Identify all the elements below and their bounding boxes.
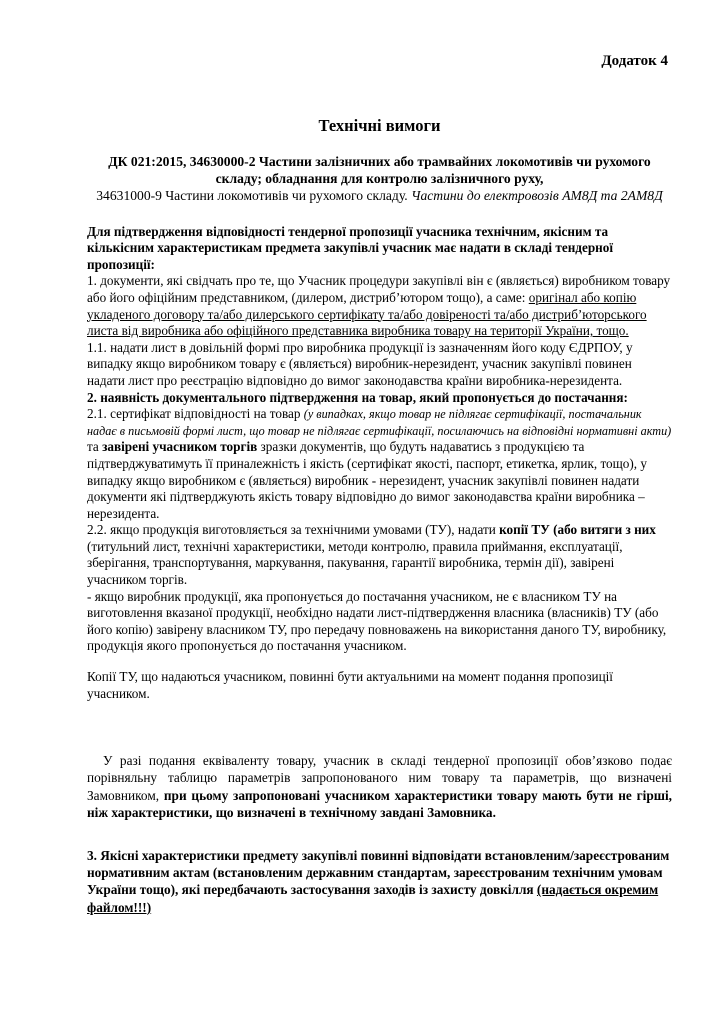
item-2-2 bbox=[87, 522, 672, 588]
item-3-underlined: (надається окремим файлом!!!) bbox=[87, 882, 659, 915]
item-2-1 bbox=[87, 406, 672, 522]
item-3-text: 3. Якісні характеристики предмету закупівлі повинні відповідати встановленим/зареєстрованим нормативним актам (встановленим державним стандартам, зареєстрованим технічним умовам України тощо), які передбачають застосування заходів із захисту довкілля bbox=[87, 848, 670, 898]
cpv-code-line-2 bbox=[87, 187, 672, 204]
item-2-2-bold: копії ТУ (або витяги з них bbox=[499, 522, 656, 538]
copies-paragraph: Копії ТУ, що надаються учасником, повинні бути актуальними на момент подання пропозиції учасником. bbox=[87, 669, 613, 701]
document-title: Технічні вимоги bbox=[318, 116, 441, 135]
intro-paragraph: Для підтвердження відповідності тендерної пропозиції учасника технічним, якісним та кількісним характеристикам предмета закупівлі учасник має надати в складі тендерної пропозиції: bbox=[87, 223, 614, 272]
item-3 bbox=[87, 847, 672, 916]
cpv-code-line-2-italic: Частини до електровозів АМ8Д та 2АМ8Д bbox=[411, 188, 663, 204]
item-2-1-italic: (у випадках, якщо товар не підлягає сертифікації, постачальник надає в письмовій формі лист, що товар не підлягає сертифікації, посилаючись на відповідні нормативні акти) bbox=[87, 407, 672, 438]
equivalent-bold: при цьому запропоновані учасником характеристики товару мають бути не гірші, ніж характеристики, що визначені в технічному завдані Замовника. bbox=[87, 787, 672, 820]
item-2-2-text-b: (титульний лист, технічні характеристики, методи контролю, правила приймання, експлуатації, зберігання, транспортування, маркування, пакування, гарантії виробника, термін дії), завірені учасником торгів. bbox=[87, 538, 623, 588]
item-2-2-text-a: 2.2. якщо продукція виготовляється за технічними умовами (ТУ), надати bbox=[87, 522, 500, 538]
item-2: 2. наявність документального підтвердження на товар, який пропонується до постачання: bbox=[87, 389, 628, 405]
item-1-text: 1. документи, які свідчать про те, що Учасник процедури закупівлі він є (являється) виробником товару або його офіційним представником, (дилером, дистриб’ютором тощо), а саме: bbox=[87, 273, 671, 305]
item-1 bbox=[87, 273, 672, 339]
cpv-code-line-2-plain: 34631000-9 Частини локомотивів чи рухомого складу. bbox=[96, 188, 412, 204]
cpv-codes bbox=[87, 153, 672, 205]
item-1-1: 1.1. надати лист в довільній формі про виробника продукції із зазначенням його коду ЄДРПОУ, у випадку якщо виробником товару є (являється) виробник-нерезидент, учасник закупівлі повинен надати лист про реєстрацію відповідно до вимог законодавства країни виробника-нерезидента. bbox=[87, 339, 633, 388]
item-2-1-text-b: та bbox=[87, 439, 103, 455]
appendix-label: Додаток 4 bbox=[601, 53, 668, 69]
cpv-code-line-1: ДК 021:2015, 34630000-2 Частини залізничних або трамвайних локомотивів чи рухомого складу; обладнання для контролю залізничного руху, bbox=[108, 154, 651, 187]
equivalent-paragraph bbox=[87, 752, 672, 821]
item-2-1-text-a: 2.1. сертифікат відповідності на товар bbox=[87, 406, 304, 422]
equivalent-text: У разі подання еквіваленту товару, учасник в складі тендерної пропозиції обов’язково подає порівняльну таблицю параметрів запропонованого ним товару та параметрів, що визначені Замовником, bbox=[87, 753, 672, 803]
item-2-1-bold: завірені учасником торгів bbox=[102, 439, 258, 455]
item-1-underlined: оригінал або копію укладеного договору та/або дилерського сертифікату та/або довіреності та/або дистриб’юторського листа від виробника або офіційного представника виробника товару на території України, тощо. bbox=[87, 289, 647, 339]
item-2-1-text-c: зразки документів, що будуть надаватись з продукцією та підтверджуватимуть її приналежність і якість (сертифікат якості, паспорт, етикетка, ярлик, тощо), у випадку якщо виробником є (являється) виробник - нерезидент, учасник закупівлі повинен надати документи які підтверджують якість товару відповідно до вимог законодавства країни виробника – нерезидента. bbox=[87, 439, 647, 521]
requirements-section bbox=[87, 224, 672, 916]
item-2-3: - якщо виробник продукції, яка пропонується до постачання учасником, не є власником ТУ на виготовлення вказаної продукції, необхідно надати лист-підтвердження власника (власників) ТУ (або його копію) завірену власником ТУ, про передачу повноважень на використання даного ТУ, виробнику, продукція якого пропонується до постачання учасником. bbox=[87, 588, 667, 654]
